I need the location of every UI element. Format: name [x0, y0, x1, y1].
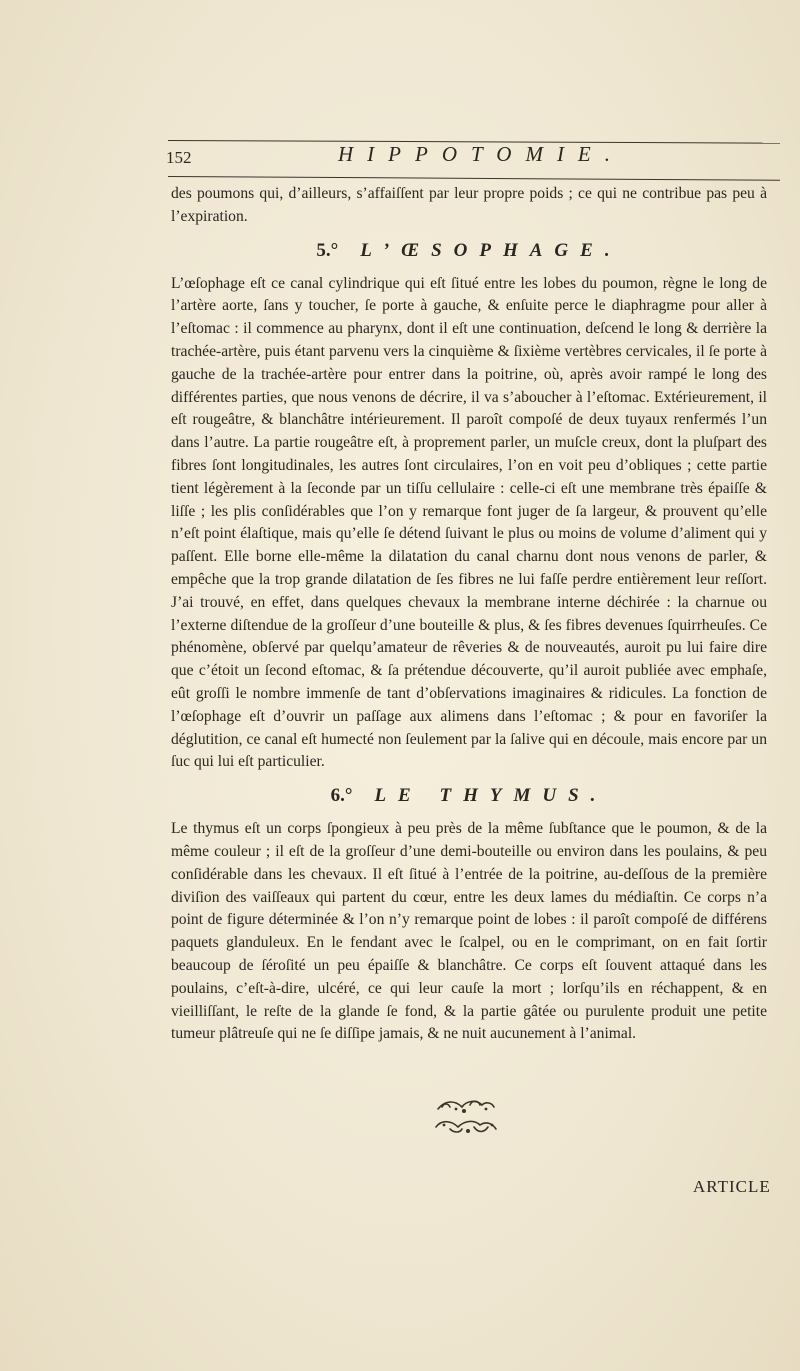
- fleuron-ornament-icon: [430, 1095, 500, 1139]
- section-number: 6.°: [330, 785, 353, 807]
- text-block: [171, 183, 767, 1046]
- thymus-paragraph: Le thymus eſt un corps ſpongieux à peu près de la même ſubſtance que le poumon, & de la même couleur ; il eſt de la groſſeur d’une demi-bouteille ou environ dans les poulains, & peu conſidérable dans les chevaux. Il eſt ſitué à l’entrée de la poitrine, au-deſſous de la première diviſion des vaiſſeaux qui partent du cœur, entre les deux lames du médiaſtin. Ce corps n’a point de figure déterminée & l’on n’y remarque point de lobes : il paroît compoſé de différens paquets glanduleux. En le fendant avec le ſcalpel, ou en le comprimant, on en fait ſortir beaucoup de ſéroſité un peu épaiſſe & blanchâtre. Ce corps eſt ſouvent attaqué dans les poulains, c’eſt-à-dire, ulcéré, ce qui leur cauſe la mort ; lorſqu’ils en réchappent, & en vieilliſſant, le reſte de la glande ſe fond, & la partie gâtée ou purulente produit une petite tumeur plâtreuſe qui ne ſe diſſipe jamais, & ne nuit aucunement à l’animal.: [171, 820, 767, 1043]
- section-title: L’ŒSOPHAGE.: [360, 239, 622, 261]
- running-title: HIPPOTOMIE.: [338, 142, 625, 166]
- catchword: ARTICLE: [693, 1177, 771, 1196]
- page-number: 152: [166, 148, 192, 167]
- section-number: 5.°: [316, 239, 339, 261]
- section-title: LE THYMUS.: [374, 785, 608, 807]
- header-rule-bottom: [168, 176, 780, 181]
- section-heading-thymus: [171, 774, 767, 818]
- intro-paragraph: des poumons qui, d’ailleurs, s’affaiſſent par leur propre poids ; ce qui ne contribue pas peu à l’expiration.: [171, 185, 767, 225]
- oesophage-paragraph: L’œſophage eſt ce canal cylindrique qui eſt ſitué entre les lobes du poumon, règne le long de l’artère aorte, ſans y toucher, ſe porte à gauche, & enſuite perce le diaphragme pour aller à l’eſtomac : il commence au pharynx, dont il eſt une continuation, deſcend le long & derrière la trachée-artère, puis étant parvenu vers la cinquième & ſixième vertèbres cervicales, il ſe porte à gauche de la trachée-artère pour entrer dans la poitrine, où, après avoir rampé le long des différentes parties, que nous venons de décrire, il va s’aboucher à l’eſtomac. Extérieurement, il eſt rougeâtre, & blanchâtre intérieurement. Il paroît compoſé de deux tuyaux renfermés l’un dans l’autre. La partie rougeâtre eſt, à proprement parler, un muſcle creux, dont la pluſpart des fibres ſont longitudinales, les autres ſont circulaires, l’on en voit peu d’obliques ; cette partie tient légèrement à la ſeconde par un tiſſu cellulaire : celle-ci eſt une membrane très épaiſſe & liſſe ; les plis conſidérables que l’on y remarque font juger de ſa largeur, & prouvent qu’elle n’eſt point élaſtique, mais qu’elle ſe détend ſuivant le plus ou moins de volume d’aliment qui y paſſent. Elle borne elle-même la dilatation du canal charnu dont nous venons de parler, & empêche que la trop grande dilatation de ſes fibres ne lui faſſe perdre entièrement leur reſſort. J’ai trouvé, en effet, dans quelques chevaux la membrane interne déchirée : la charnue ou l’externe diſtendue de la groſſeur d’une bouteille & plus, & ſes fibres devenues ſquirrheuſes. Ce phénomène, obſervé par quelqu’amateur de rêveries & de nouveautés, auroit pu lui faire dire que c’étoit un ſecond eſtomac, & ſa prétendue découverte, qu’il auroit publiée avec emphaſe, eût groſſi le nombre immenſe de tant d’obſervations imaginaires & ridicules. La fonction de l’œſophage eſt d’ouvrir un paſſage aux alimens dans l’eſtomac ; & pour en favoriſer la déglutition, ce canal eſt humecté non ſeulement par la ſalive qui en découle, mais encore par un ſuc qui lui eſt particulier.: [171, 274, 767, 771]
- section-heading-oesophage: [171, 229, 767, 273]
